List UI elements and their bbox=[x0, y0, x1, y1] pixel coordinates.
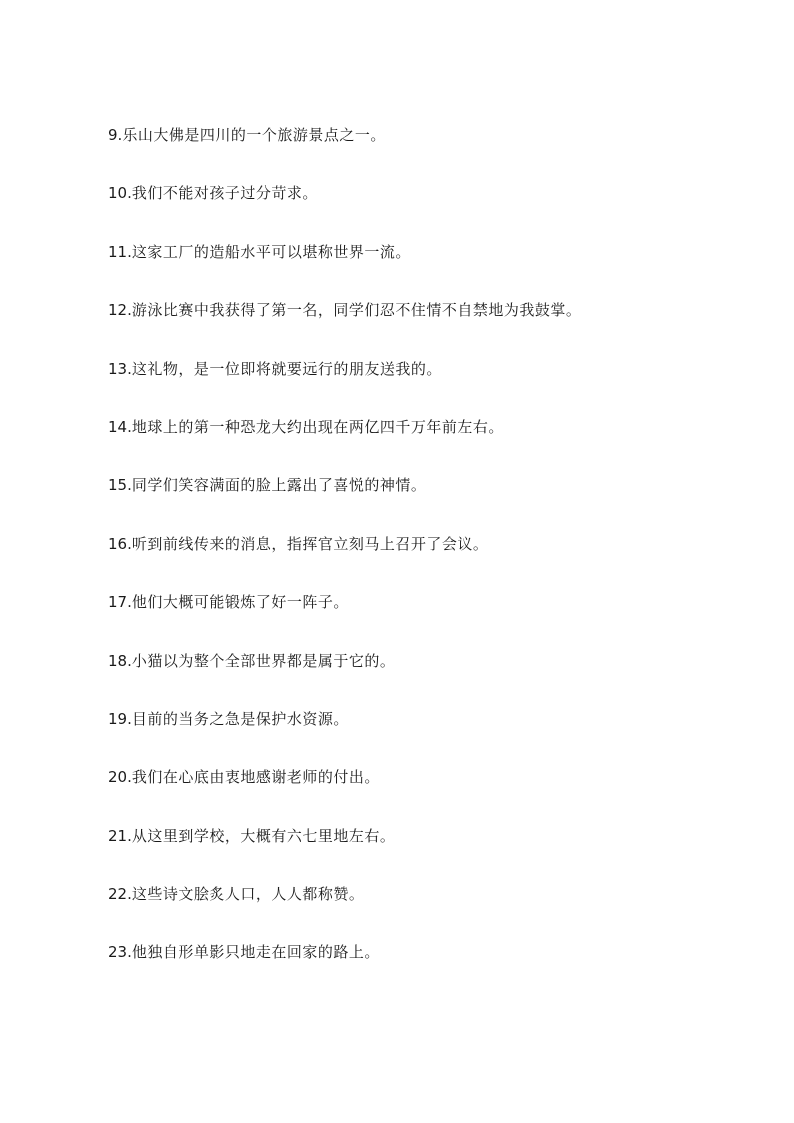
list-item bbox=[108, 240, 748, 298]
item-text: 从这里到学校，大概有六七里地左右。 bbox=[131, 826, 396, 845]
item-text: 同学们笑容满面的脸上露出了喜悦的神情。 bbox=[131, 476, 427, 495]
item-number: 13. bbox=[108, 359, 132, 378]
item-text: 这家工厂的造船水平可以堪称世界一流。 bbox=[131, 242, 411, 261]
item-text: 目前的当务之急是保护水资源。 bbox=[131, 709, 349, 728]
item-text: 听到前线传来的消息，指挥官立刻马上召开了会议。 bbox=[131, 534, 489, 553]
item-text: 我们不能对孩子过分苛求。 bbox=[131, 184, 318, 203]
item-number: 18. bbox=[108, 651, 132, 670]
item-number: 15. bbox=[108, 476, 132, 495]
list-item bbox=[108, 123, 748, 181]
item-number: 16. bbox=[108, 534, 132, 553]
item-number: 21. bbox=[108, 826, 132, 845]
item-text: 乐山大佛是四川的一个旅游景点之一。 bbox=[122, 126, 386, 144]
item-text: 这礼物，是一位即将就要远行的朋友送我的。 bbox=[131, 359, 442, 378]
item-text: 游泳比赛中我获得了第一名，同学们忍不住情不自禁地为我鼓掌。 bbox=[131, 301, 582, 320]
item-number: 11. bbox=[108, 242, 132, 261]
item-number: 10. bbox=[108, 184, 132, 203]
list-item bbox=[108, 649, 748, 707]
item-number: 22. bbox=[108, 885, 132, 904]
list-item bbox=[108, 940, 748, 998]
item-text: 这些诗文脍炙人口，人人都称赞。 bbox=[131, 885, 365, 904]
item-number: 14. bbox=[108, 417, 132, 436]
item-text: 地球上的第一种恐龙大约出现在两亿四千万年前左右。 bbox=[131, 417, 504, 436]
item-number: 20. bbox=[108, 768, 132, 787]
item-text: 我们在心底由衷地感谢老师的付出。 bbox=[131, 768, 380, 787]
list-item bbox=[108, 181, 748, 239]
sentence-list bbox=[108, 123, 748, 999]
item-text: 他们大概可能锻炼了好一阵子。 bbox=[131, 593, 349, 612]
list-item bbox=[108, 590, 748, 648]
list-item bbox=[108, 824, 748, 882]
list-item bbox=[108, 473, 748, 531]
list-item bbox=[108, 707, 748, 765]
item-number: 23. bbox=[108, 943, 132, 962]
item-number: 12. bbox=[108, 301, 132, 320]
list-item bbox=[108, 415, 748, 473]
item-text: 小猫以为整个全部世界都是属于它的。 bbox=[131, 651, 396, 670]
item-number: 17. bbox=[108, 593, 132, 612]
item-text: 他独自形单影只地走在回家的路上。 bbox=[131, 943, 380, 962]
list-item bbox=[108, 298, 748, 356]
list-item bbox=[108, 765, 748, 823]
list-item bbox=[108, 882, 748, 940]
list-item bbox=[108, 357, 748, 415]
item-number: 9. bbox=[108, 126, 123, 144]
list-item bbox=[108, 532, 748, 590]
item-number: 19. bbox=[108, 709, 132, 728]
